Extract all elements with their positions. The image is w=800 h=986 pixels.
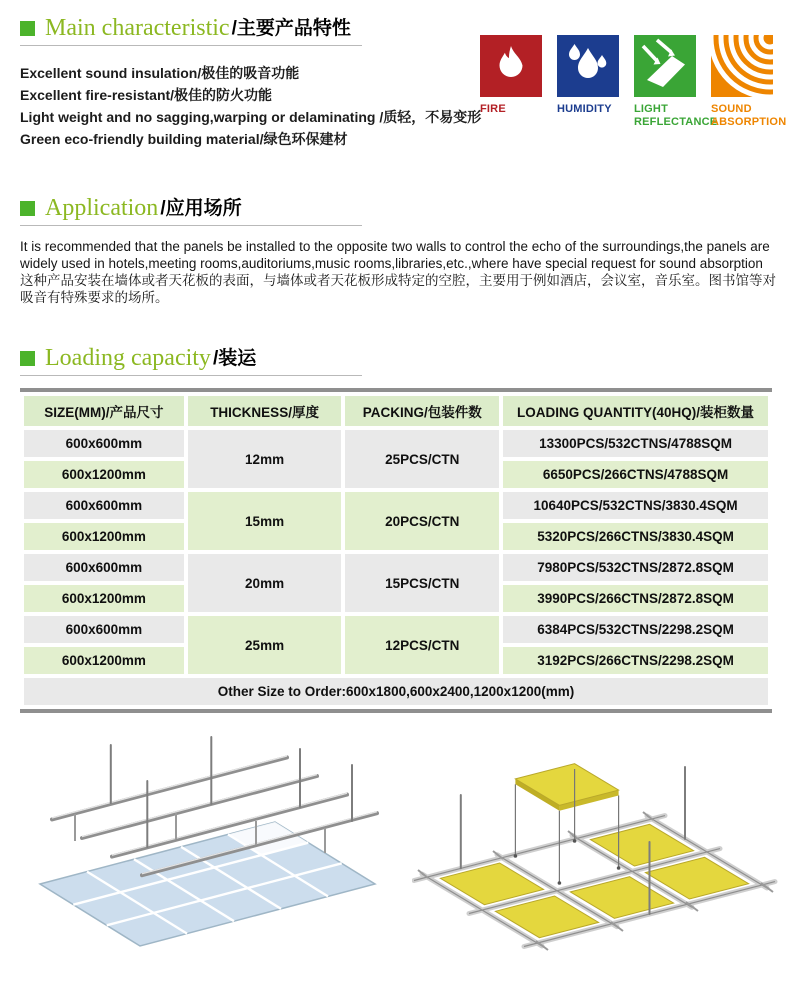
packing-cell: 25PCS/CTN [345, 430, 499, 488]
section-bullet-icon [20, 351, 35, 366]
feature-list [20, 62, 480, 150]
ceiling-install-diagram-concealed [20, 729, 400, 969]
feature-item: Excellent sound insulation/极佳的吸音功能 [20, 65, 300, 81]
size-cell: 600x600mm [24, 616, 184, 643]
section-title-en: Main characteristic [45, 15, 230, 41]
size-cell: 600x1200mm [24, 523, 184, 550]
humidity-badge-square [557, 35, 619, 97]
badge-label: SOUND ABSORPTION [711, 103, 787, 129]
feature-item: Green eco-friendly building material/绿色环保建材 [20, 131, 348, 147]
packing-cell: 20PCS/CTN [345, 492, 499, 550]
loading-cell: 3990PCS/266CTNS/2872.8SQM [503, 585, 768, 612]
packing-cell: 15PCS/CTN [345, 554, 499, 612]
application-text-en: It is recommended that the panels be installed to the opposite two walls to control the echo of the surroundings,the panels are widely used in hotels,meeting rooms,auditoriums,music rooms,libraries,etc.,where have special request for sound absorption [20, 239, 770, 271]
section-title-zh: /应用场所 [160, 197, 242, 219]
section-bullet-icon [20, 201, 35, 216]
col-header-packing: PACKING/包装件数 [345, 396, 499, 426]
badge-light-reflectance [634, 35, 718, 150]
size-cell: 600x600mm [24, 492, 184, 519]
thickness-cell: 15mm [188, 492, 342, 550]
thickness-cell: 25mm [188, 616, 342, 674]
col-header-thickness: THICKNESS/厚度 [188, 396, 342, 426]
other-sizes-note: Other Size to Order:600x1800,600x2400,1200x1200(mm) [24, 678, 768, 705]
loading-cell: 7980PCS/532CTNS/2872.8SQM [503, 554, 768, 581]
flame-icon [480, 35, 542, 97]
main-characteristic-heading [20, 16, 362, 46]
sound-waves-icon [711, 35, 773, 97]
badge-label: FIRE [480, 103, 506, 115]
table-header-row [24, 396, 768, 426]
size-cell: 600x1200mm [24, 585, 184, 612]
badge-sound-absorption [711, 35, 787, 150]
section-title-zh: /装运 [212, 347, 257, 369]
main-characteristic-left-column [20, 16, 480, 150]
section-bullet-icon [20, 21, 35, 36]
size-cell: 600x600mm [24, 430, 184, 457]
loading-capacity-table-wrap [20, 388, 772, 713]
loading-cell: 3192PCS/266CTNS/2298.2SQM [503, 647, 768, 674]
col-header-size: SIZE(MM)/产品尺寸 [24, 396, 184, 426]
installation-diagrams [20, 729, 780, 969]
section-title-en: Application [45, 195, 159, 221]
light-reflectance-badge-square [634, 35, 696, 97]
packing-cell: 12PCS/CTN [345, 616, 499, 674]
ceiling-install-diagram-tgrid [412, 729, 780, 969]
thickness-cell: 12mm [188, 430, 342, 488]
section-title-zh: /主要产品特性 [231, 17, 351, 39]
table-row [24, 492, 768, 519]
size-cell: 600x1200mm [24, 461, 184, 488]
section-title-en: Loading capacity [45, 345, 211, 371]
table-row [24, 430, 768, 457]
section-loading-capacity [20, 346, 780, 713]
sound-absorption-badge-square [711, 35, 773, 97]
application-body [20, 238, 780, 306]
feature-item: Light weight and no sagging,warping or delaminating /质轻，不易变形 [20, 109, 482, 125]
thickness-cell: 20mm [188, 554, 342, 612]
loading-cell: 6650PCS/266CTNS/4788SQM [503, 461, 768, 488]
loading-cell: 10640PCS/532CTNS/3830.4SQM [503, 492, 768, 519]
loading-cell: 5320PCS/266CTNS/3830.4SQM [503, 523, 768, 550]
loading-capacity-heading [20, 346, 362, 376]
size-cell: 600x1200mm [24, 647, 184, 674]
col-header-loading-quantity: LOADING QUANTITY(40HQ)/装柜数量 [503, 396, 768, 426]
badge-label: HUMIDITY [557, 103, 612, 115]
section-application [20, 196, 780, 306]
table-footer-row [24, 678, 768, 705]
loading-cell: 6384PCS/532CTNS/2298.2SQM [503, 616, 768, 643]
badge-label: LIGHT REFLECTANCE [634, 103, 718, 129]
table-row [24, 616, 768, 643]
table-row [24, 554, 768, 581]
feature-item: Excellent fire-resistant/极佳的防火功能 [20, 87, 273, 103]
loading-capacity-table [20, 392, 772, 709]
size-cell: 600x600mm [24, 554, 184, 581]
water-drops-icon [557, 35, 619, 97]
property-badges [480, 35, 787, 150]
badge-fire [480, 35, 544, 150]
badge-humidity [557, 35, 621, 150]
loading-cell: 13300PCS/532CTNS/4788SQM [503, 430, 768, 457]
section-main-characteristic [20, 15, 787, 150]
fire-badge-square [480, 35, 542, 97]
light-reflectance-icon [634, 35, 696, 97]
application-text-zh: 这种产品安装在墙体或者天花板的表面，与墙体或者天花板形成特定的空腔，主要用于例如酒店，会议室，音乐室。图书馆等对吸音有特殊要求的场所。 [20, 273, 776, 305]
application-heading [20, 196, 362, 226]
